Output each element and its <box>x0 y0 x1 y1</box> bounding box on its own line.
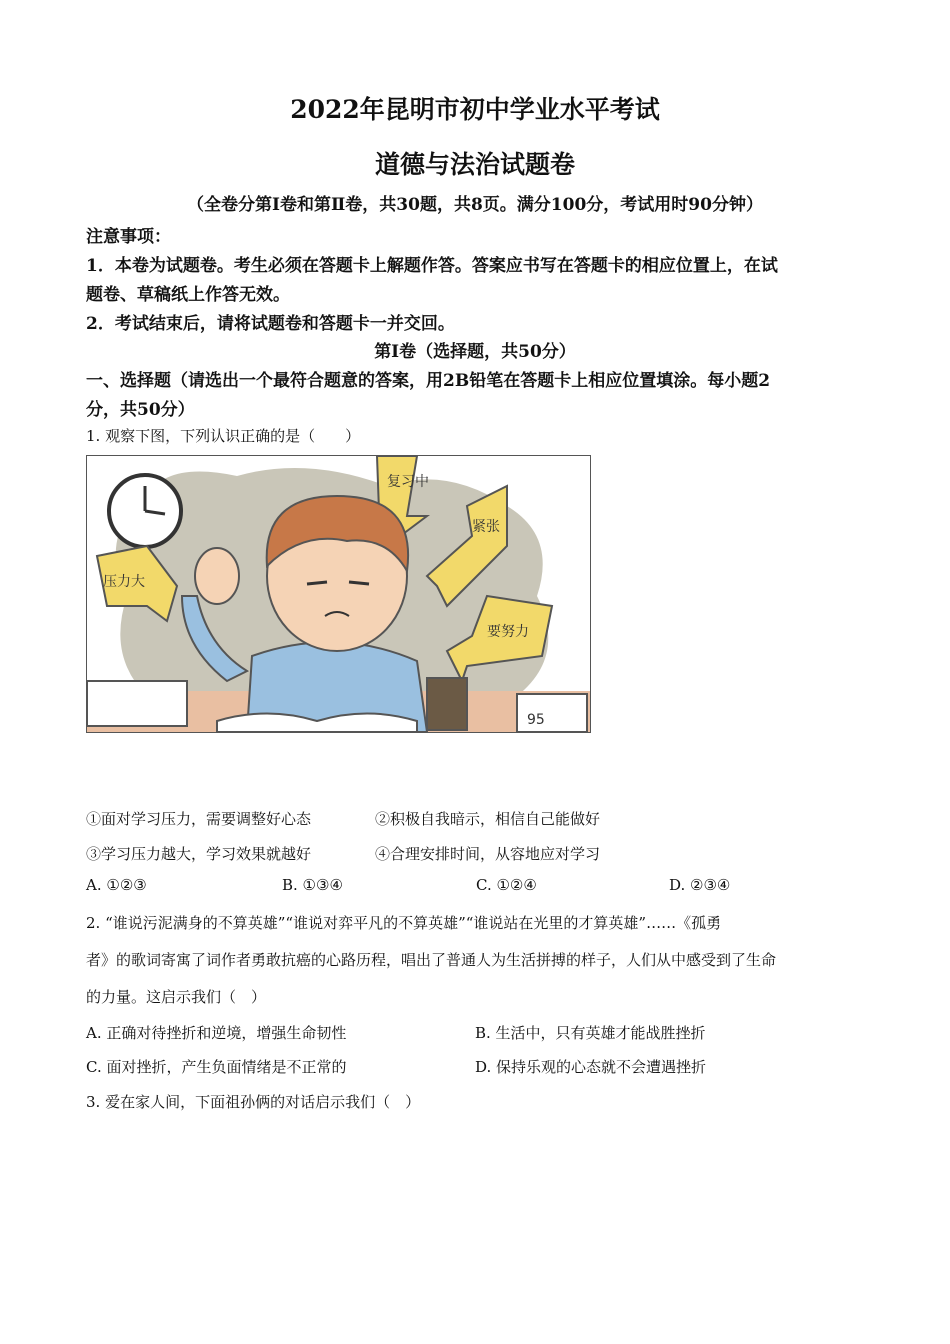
q2-option-a[interactable]: A. 正确对待挫折和逆境，增强生命韧性 <box>86 1024 347 1042</box>
paper-title: 道德与法治试题卷 <box>374 150 575 179</box>
exam-info: （全卷分第Ⅰ卷和第Ⅱ卷，共30题，共8页。满分100分，考试用时90分钟） <box>187 195 763 215</box>
statement-1: ①面对学习压力，需要调整好心态 <box>86 810 312 828</box>
section-instruction-line-2: 分，共50分） <box>86 400 195 420</box>
notes-item-1-line-2: 题卷、草稿纸上作答无效。 <box>86 285 290 305</box>
q2-option-d[interactable]: D. 保持乐观的心态就不会遭遇挫折 <box>475 1058 707 1076</box>
q1-option-c[interactable]: C. ①②④ <box>476 876 537 894</box>
q2-option-b[interactable]: B. 生活中，只有英雄才能战胜挫折 <box>475 1024 706 1042</box>
svg-text:95: 95 <box>527 712 545 728</box>
svg-text:紧张: 紧张 <box>472 519 500 535</box>
part-one-title: 第Ⅰ卷（选择题，共50分） <box>374 342 576 362</box>
q1-option-d[interactable]: D. ②③④ <box>669 876 731 894</box>
notes-heading: 注意事项： <box>86 227 171 247</box>
question-2-stem-line-3: 的力量。这启示我们（ ） <box>86 988 267 1006</box>
notes-item-2: 2．考试结束后，请将试题卷和答题卡一并交回。 <box>86 314 455 334</box>
statement-2: ②积极自我暗示，相信自己能做好 <box>375 810 601 828</box>
notes-item-1-line-1: 1．本卷为试题卷。考生必须在答题卡上解题作答。答案应书写在答题卡的相应位置上，在试 <box>86 256 778 276</box>
svg-text:要努力: 要努力 <box>487 624 529 640</box>
q1-option-b[interactable]: B. ①③④ <box>282 876 343 894</box>
statement-3: ③学习压力越大，学习效果就越好 <box>86 845 312 863</box>
statement-4: ④合理安排时间，从容地应对学习 <box>375 845 601 863</box>
question-3-stem: 3. 爱在家人间，下面祖孙俩的对话启示我们（ ） <box>86 1093 421 1111</box>
student-stress-cartoon <box>86 455 591 733</box>
q1-option-a[interactable]: A. ①②③ <box>86 876 147 894</box>
exam-title: 2022年昆明市初中学业水平考试 <box>290 95 660 124</box>
question-2-stem-line-2: 者》的歌词寄寓了词作者勇敢抗癌的心路历程，唱出了普通人为生活拼搏的样子，人们从中感受到了生命 <box>86 951 777 969</box>
question-2-stem-line-1: 2. “谁说污泥满身的不算英雄”“谁说对弈平凡的不算英雄”“谁说站在光里的才算英雄”……《孤勇 <box>86 914 722 932</box>
svg-text:复习中: 复习中 <box>387 474 429 490</box>
svg-text:压力大: 压力大 <box>103 574 145 590</box>
section-instruction-line-1: 一、选择题（请选出一个最符合题意的答案，用2B铅笔在答题卡上相应位置填涂。每小题2 <box>86 371 771 391</box>
question-1-stem: 1. 观察下图，下列认识正确的是（ ） <box>86 427 361 445</box>
clock-icon <box>109 475 181 547</box>
q2-option-c[interactable]: C. 面对挫折，产生负面情绪是不正常的 <box>86 1058 347 1076</box>
